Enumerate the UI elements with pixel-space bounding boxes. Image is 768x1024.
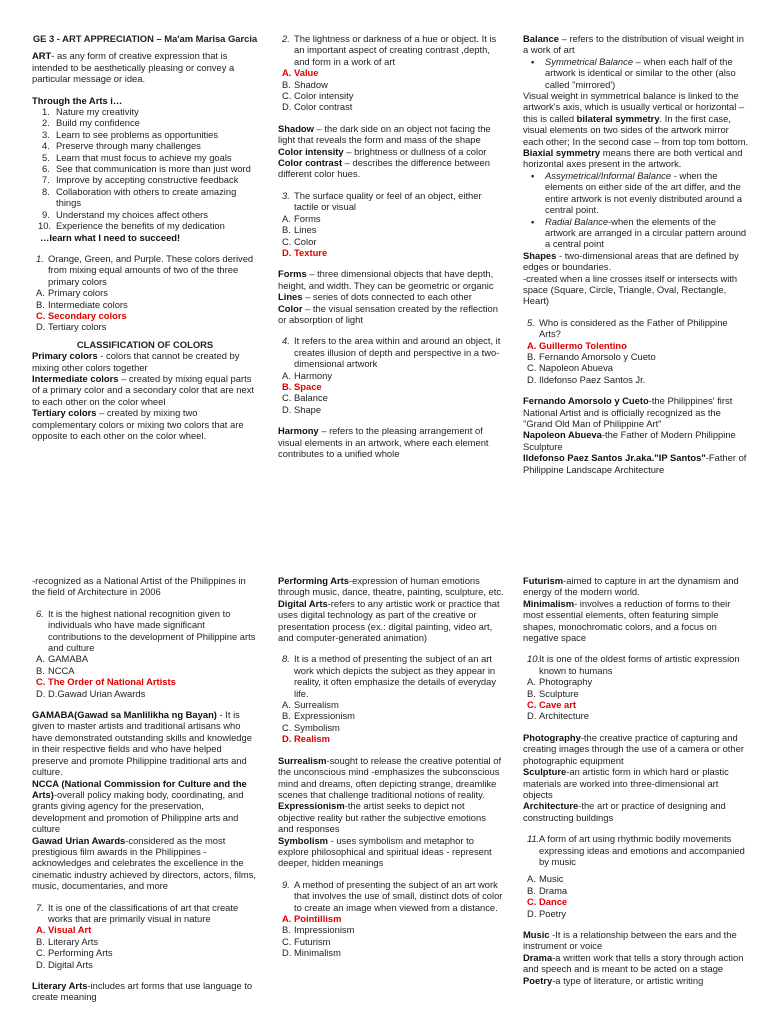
column-6 — [523, 575, 749, 986]
list-item: 7. Improve by accepting constructive feedback — [42, 174, 239, 186]
definition: Drama-a written work that tells a story through action and speech and is meant to be acted on a stage — [523, 951, 744, 975]
option: D. Shape — [282, 403, 322, 415]
symmetry-text: Visual weight in symmetrical balance is linked to the artwork's axis, which is usually vertical or horizontal – this is called bilateral symmetry. In the first case, visual elements on two sides of the artwork mirror each other; In the second case – from top tom bottom. Biaxial symmetry means there are both vertical and horizontal axes present in the artwork. — [523, 90, 749, 170]
column-2 — [278, 33, 504, 459]
definition: Performing Arts-expression of human emotions through music, dance, theatre, painting, sculpture, etc. — [278, 575, 504, 598]
definition: Literary Arts-includes art forms that use language to create meaning — [32, 980, 253, 1003]
list-item: • Radial Balance-when the elements of the artwork are arranged in a circular pattern around a central point — [523, 216, 749, 250]
option: D. Digital Arts — [36, 958, 93, 970]
list-item: 6. See that communication is more than just word — [42, 163, 251, 175]
question-text: 10. It is one of the oldest forms of artistic expression known to humans — [527, 653, 740, 676]
definition: Forms – three dimensional objects that have depth, height, and width. They can be geometric or organic — [278, 268, 494, 291]
question-text: 7. It is one of the classifications of art that create works that are primarily visual in nature — [36, 901, 239, 924]
definition: Primary colors - colors that cannot be created by mixing other colors together — [32, 350, 240, 373]
list-item: • Assymetrical/Informal Balance - when the elements on either side of the art differ, and the entire artwork is not evenly distributed around a central point. — [523, 170, 749, 216]
definition: GAMABA(Gawad sa Manlilikha ng Bayan) - It is given to master artists and traditional artisans who have demonstrated outstanding skills and knowledge in their respective fields and who have helped preserve and promote Philippine traditional arts and culture. — [32, 709, 252, 778]
question-1 — [32, 253, 258, 333]
definition: Symbolism - uses symbolism and metaphor to explore philosophical and spiritual ideas - represent deeper, hidden meanings — [278, 834, 492, 869]
definition: Intermediate colors – created by mixing equal parts of a primary color and a secondary color that are next to each other on the color wheel — [32, 372, 254, 407]
option: D. Architecture — [527, 710, 590, 722]
definition: Napoleon Abueva-the Father of Modern Philippine Sculpture — [523, 429, 736, 452]
list-item: 1. Nature my creativity — [42, 106, 139, 118]
document-title: GE 3 - ART APPRECIATION – Ma'am Marisa Garcia — [32, 33, 258, 44]
definition: Lines – series of dots connected to each other — [278, 291, 472, 303]
question-9 — [278, 879, 504, 959]
question-5 — [523, 317, 749, 385]
option: B. Lines — [282, 224, 317, 236]
list-item: 10. Experience the benefits of my dedication — [38, 220, 225, 232]
question-2 — [278, 33, 504, 113]
question-text: 1. Orange, Green, and Purple. These colors derived from mixing equal amounts of two of the three primary colors — [36, 252, 254, 287]
option-answer: D. Texture — [282, 246, 328, 258]
question-text: 2. The lightness or darkness of a hue or object. It is an important aspect of creating contrast ,depth, and form in a work of art — [282, 33, 497, 67]
definition: Sculpture-an artistic form in which hard or plastic materials are worked into three-dimensional art objects — [523, 766, 729, 800]
through-arts-title: Through the Arts i… — [32, 94, 123, 106]
option: C. Symbolism — [282, 721, 340, 733]
through-arts-list — [32, 106, 258, 231]
question-7 — [32, 902, 258, 970]
question-text: 9. A method of presenting the subject of an art work that involves the use of small, distinct dots of color to create an image when viewed from a distance. — [282, 878, 503, 913]
option: B. Expressionism — [282, 710, 355, 722]
option: D. Tertiary colors — [36, 321, 107, 333]
question-10 — [523, 653, 749, 721]
continued-text: -recognized as a National Artist of the Philippines in the field of Architecture in 2006 — [32, 575, 246, 598]
option: D. D.Gawad Urian Awards — [36, 687, 146, 699]
option: D. Poetry — [527, 907, 567, 919]
list-item: 8. Collaboration with others to create amazing things — [42, 185, 237, 209]
definition: Architecture-the art or practice of designing and constructing buildings — [523, 800, 726, 823]
list-item: 3. Learn to see problems as opportunities — [42, 128, 219, 140]
definition: Ildefonso Paez Santos Jr.aka."IP Santos"-Father of Philippine Landscape Architecture — [523, 452, 747, 475]
option: C. Performing Arts — [36, 947, 113, 959]
question-text: 4. It refers to the area within and around an object, it creates illusion of depth and perspective in a two-dimensional artwork — [282, 335, 501, 370]
option: A. Harmony — [282, 369, 333, 381]
question-text: 5. Who is considered as the Father of Philippine Arts? — [527, 316, 728, 340]
art-definition: ART- as any form of creative expression that is intended to be aesthetically pleasing or convey a particular message or idea. — [32, 50, 235, 85]
option: C. Color intensity — [282, 90, 354, 102]
definition: Photography-the creative practice of capturing and creating images through the use of a camera or other photographic equipment — [523, 731, 744, 766]
option-answer: A. Value — [282, 67, 319, 79]
definition: Music -It is a relationship between the ears and the instrument or voice — [523, 928, 737, 952]
definition: Harmony – refers to the pleasing arrangement of visual elements in an artwork, where each element contributes to a unified whole — [278, 425, 489, 459]
question-text: 11. A form of art using rhythmic bodily movements expressing ideas and emotions and accompanied by music — [527, 833, 745, 867]
option: C. Color — [282, 235, 317, 247]
option: A. GAMABA — [36, 653, 89, 665]
definition: NCCA (National Commission for Culture and the Arts)-overall policy making body, coordinating, and grants giving agency for the preservation, development and promotion of Philippine arts and culture — [32, 777, 247, 835]
through-arts-end: …learn what I need to succeed! — [40, 231, 181, 243]
question-3 — [278, 190, 504, 258]
classification-title: CLASSIFICATION OF COLORS — [76, 338, 214, 350]
option-answer: A. Pointillism — [282, 912, 342, 924]
definition: Balance – refers to the distribution of visual weight in a work of art — [523, 33, 744, 56]
definition: Shadow – the dark side on an object not facing the light that reveals the form and mass of the shape — [278, 122, 491, 146]
definition: Expressionism-the artist seeks to depict not objective reality but rather the subjective emotions and responses — [278, 800, 486, 835]
column-3 — [523, 33, 749, 475]
option-answer: A. Visual Art — [36, 924, 92, 936]
definition: Poetry-a type of literature, or artistic writing — [523, 974, 704, 986]
option: B. Impressionism — [282, 924, 355, 936]
column-5 — [278, 575, 504, 959]
option: D. Ildefonso Paez Santos Jr. — [527, 373, 646, 385]
balance-list — [523, 56, 749, 90]
option: A. Surrealism — [282, 699, 339, 711]
definition: Futurism-aimed to capture in art the dynamism and energy of the modern world. — [523, 575, 739, 598]
option-answer: C. Dance — [527, 896, 568, 908]
option: C. Futurism — [282, 935, 331, 947]
list-item: • Symmetrical Balance – when each half of the artwork is identical or similar to the other (also called "mirrored') — [523, 56, 749, 90]
option-answer: C. The Order of National Artists — [36, 676, 176, 688]
column-1 — [32, 33, 258, 441]
list-item: 5. Learn that must focus to achieve my goals — [42, 151, 232, 163]
column-4 — [32, 575, 258, 1003]
question-11 — [523, 833, 749, 919]
option-answer: B. Space — [282, 380, 322, 392]
option: C. Napoleon Abueva — [527, 362, 614, 374]
definition: Tertiary colors – created by mixing two complementary colors or mixing two colors that are opposite to each other on the color wheel. — [32, 407, 244, 441]
question-text: 3. The surface quality or feel of an object, either tactile or visual — [282, 189, 482, 213]
question-4 — [278, 335, 504, 415]
question-text: 8. It is a method of presenting the subject of an art work which depicts the subject as they appear in reality, it often emphasize the details of everyday life. — [282, 653, 497, 699]
list-item: 2. Build my confidence — [42, 117, 140, 129]
option: B. Literary Arts — [36, 935, 99, 947]
option: A. Primary colors — [36, 287, 108, 299]
definition: Shapes - two-dimensional areas that are defined by edges or boundaries. — [523, 249, 739, 273]
question-8 — [278, 653, 504, 744]
option: C. Balance — [282, 392, 328, 404]
list-item: 9. Understand my choices affect others — [42, 208, 208, 220]
definition: Minimalism- involves a reduction of forms to their most essential elements, often featuring simple shapes, monochromatic colors, and a focus on negative space — [523, 597, 731, 644]
definition-more: -created when a line crosses itself or intersects with space (Square, Circle, Triangle, Oval, Rectangle, Heart) — [523, 272, 738, 307]
definition: Surrealism-sought to release the creative potential of the unconscious mind -emphasizes the subconscious mind and dreams, often depicting strange, dreamlike scenes that challenge traditional notions of reality. — [278, 754, 502, 800]
definition: Color – the visual sensation created by the reflection or absorption of light — [278, 302, 498, 325]
definition: Gawad Urian Awards-considered as the most prestigious film awards in the Philippines -acknowledges and celebrates the excellence in the cinematic industry achieved by directors, actors, films, music, documentaries, and more — [32, 834, 257, 892]
balance-list-2 — [523, 170, 749, 250]
option: D. Color contrast — [282, 101, 353, 113]
option-answer: A. Guillermo Tolentino — [527, 339, 627, 351]
option: A. Photography — [527, 676, 593, 688]
option: A. Forms — [282, 212, 321, 224]
option: B. Shadow — [282, 78, 328, 90]
option: B. Drama — [527, 884, 568, 896]
list-item: 4. Preserve through many challenges — [42, 140, 201, 152]
option: B. Sculpture — [527, 687, 579, 699]
definition: Color contrast – describes the difference between different color hues. — [278, 157, 490, 180]
option: A. Music — [527, 873, 564, 885]
option-answer: D. Realism — [282, 733, 330, 745]
option-answer: C. Secondary colors — [36, 309, 127, 321]
definition: Color intensity – brightness or dullness of a color — [278, 145, 487, 157]
option: B. Fernando Amorsolo y Cueto — [527, 350, 656, 362]
question-text: 6. It is the highest national recognition given to individuals who have made significant contributions to the development of Philippine arts and culture — [36, 607, 256, 654]
definition: Digital Arts-refers to any artistic work or practice that uses digital technology as part of the creative or presentation process (ex.: digital painting, video art, and computer-generated animation) — [278, 597, 500, 644]
question-6 — [32, 608, 258, 699]
definition: Fernando Amorsolo y Cueto-the Philippines' first National Artist and is officially recognized as the "Grand Old Man of Philippine Art" — [523, 395, 733, 429]
option: B. NCCA — [36, 664, 75, 676]
option-answer: C. Cave art — [527, 699, 577, 711]
option: D. Minimalism — [282, 947, 341, 959]
option: B. Intermediate colors — [36, 298, 128, 310]
